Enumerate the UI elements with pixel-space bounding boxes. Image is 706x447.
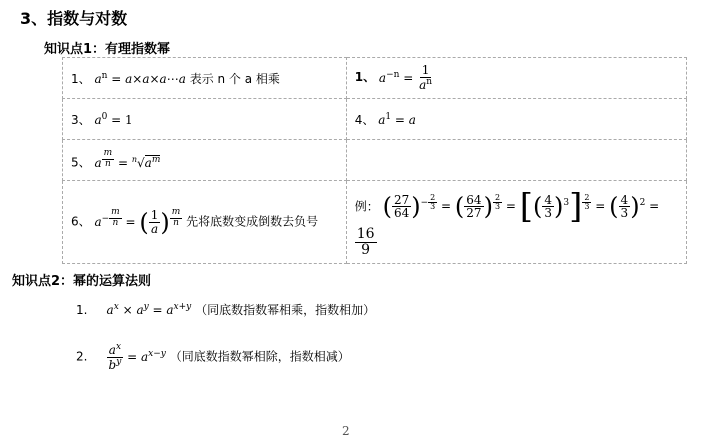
knowledge-point-1-title: 知识点1：有理指数幂 bbox=[44, 42, 171, 57]
rule-6-label: 6、 bbox=[71, 214, 91, 229]
rule-6-cell bbox=[63, 181, 347, 264]
table-row bbox=[63, 58, 687, 99]
rule-4-formula: $a^1 = a$ bbox=[378, 111, 416, 127]
rule-5-formula: a $^{\frac{m}{n}}$ = $^n√a^m$ bbox=[94, 148, 161, 170]
example-label: 例： bbox=[354, 199, 379, 214]
rule-1-note: 表示 n 个 a 相乘 bbox=[189, 71, 280, 86]
rule-3-label: 3、 bbox=[71, 112, 91, 127]
table-row bbox=[63, 99, 687, 140]
exponent-rules-table bbox=[62, 57, 687, 264]
law-2 bbox=[76, 343, 350, 371]
rule-2-cell bbox=[346, 58, 686, 99]
table-row bbox=[63, 181, 687, 264]
rule-5-cell bbox=[63, 140, 347, 181]
rule-1-label: 1、 bbox=[71, 71, 91, 86]
rule-5-label: 5、 bbox=[71, 155, 91, 170]
law-1-formula: $a^x \times a^y = a^{x+y}$ bbox=[106, 302, 192, 317]
law-2-formula: $\frac{a^x}{b^y}$ = $a^{x-y}$ bbox=[108, 342, 166, 372]
rule-6-formula: $a^{- \frac{m}{n}}$ = ( $\frac{1}{a}$ ) $^{\frac{m}{n}}$ bbox=[94, 207, 181, 236]
rule-3-formula: $a^0 = 1$ bbox=[94, 111, 133, 127]
law-1-note: （同底数指数幂相乘，指数相加） bbox=[195, 303, 376, 317]
knowledge-point-2-title: 知识点2：幂的运算法则 bbox=[12, 274, 152, 289]
rule-1-cell bbox=[63, 58, 347, 99]
example-formula: ( $\frac{27}{64}$ )$^{- \frac{2}{3}}$ = ( $\frac{64}{27}$ ) $^{\frac{2}{3}}$ = [( $\frac{4}{3}$ )$^3$] $^{\frac{2}{3}}$ = ( $\frac{4}{3}$ )$^2$ = $\frac{16}{9}$ bbox=[356, 186, 660, 258]
rule-2-label: 1、 bbox=[354, 70, 376, 85]
example-cell bbox=[346, 181, 686, 264]
rule-1-formula: $a^n$ = a×a×a⋯a bbox=[94, 70, 186, 86]
rule-2-formula: $a^{-n}$ = $\frac{1}{a^n}$ bbox=[378, 63, 433, 92]
rule-4-cell bbox=[346, 99, 686, 140]
law-1-number: 1. bbox=[76, 303, 88, 317]
law-2-number: 2. bbox=[76, 349, 88, 364]
rule-4-label: 4、 bbox=[354, 112, 375, 127]
table-row bbox=[63, 140, 687, 181]
law-1 bbox=[76, 301, 375, 318]
empty-cell bbox=[346, 140, 686, 181]
section-title: 3、指数与对数 bbox=[20, 9, 128, 28]
law-2-note: （同底数指数幂相除，指数相减） bbox=[169, 349, 350, 364]
rule-6-note: 先将底数变成倒数去负号 bbox=[186, 214, 319, 229]
page-number: 2 bbox=[342, 424, 350, 438]
rule-3-cell bbox=[63, 99, 347, 140]
